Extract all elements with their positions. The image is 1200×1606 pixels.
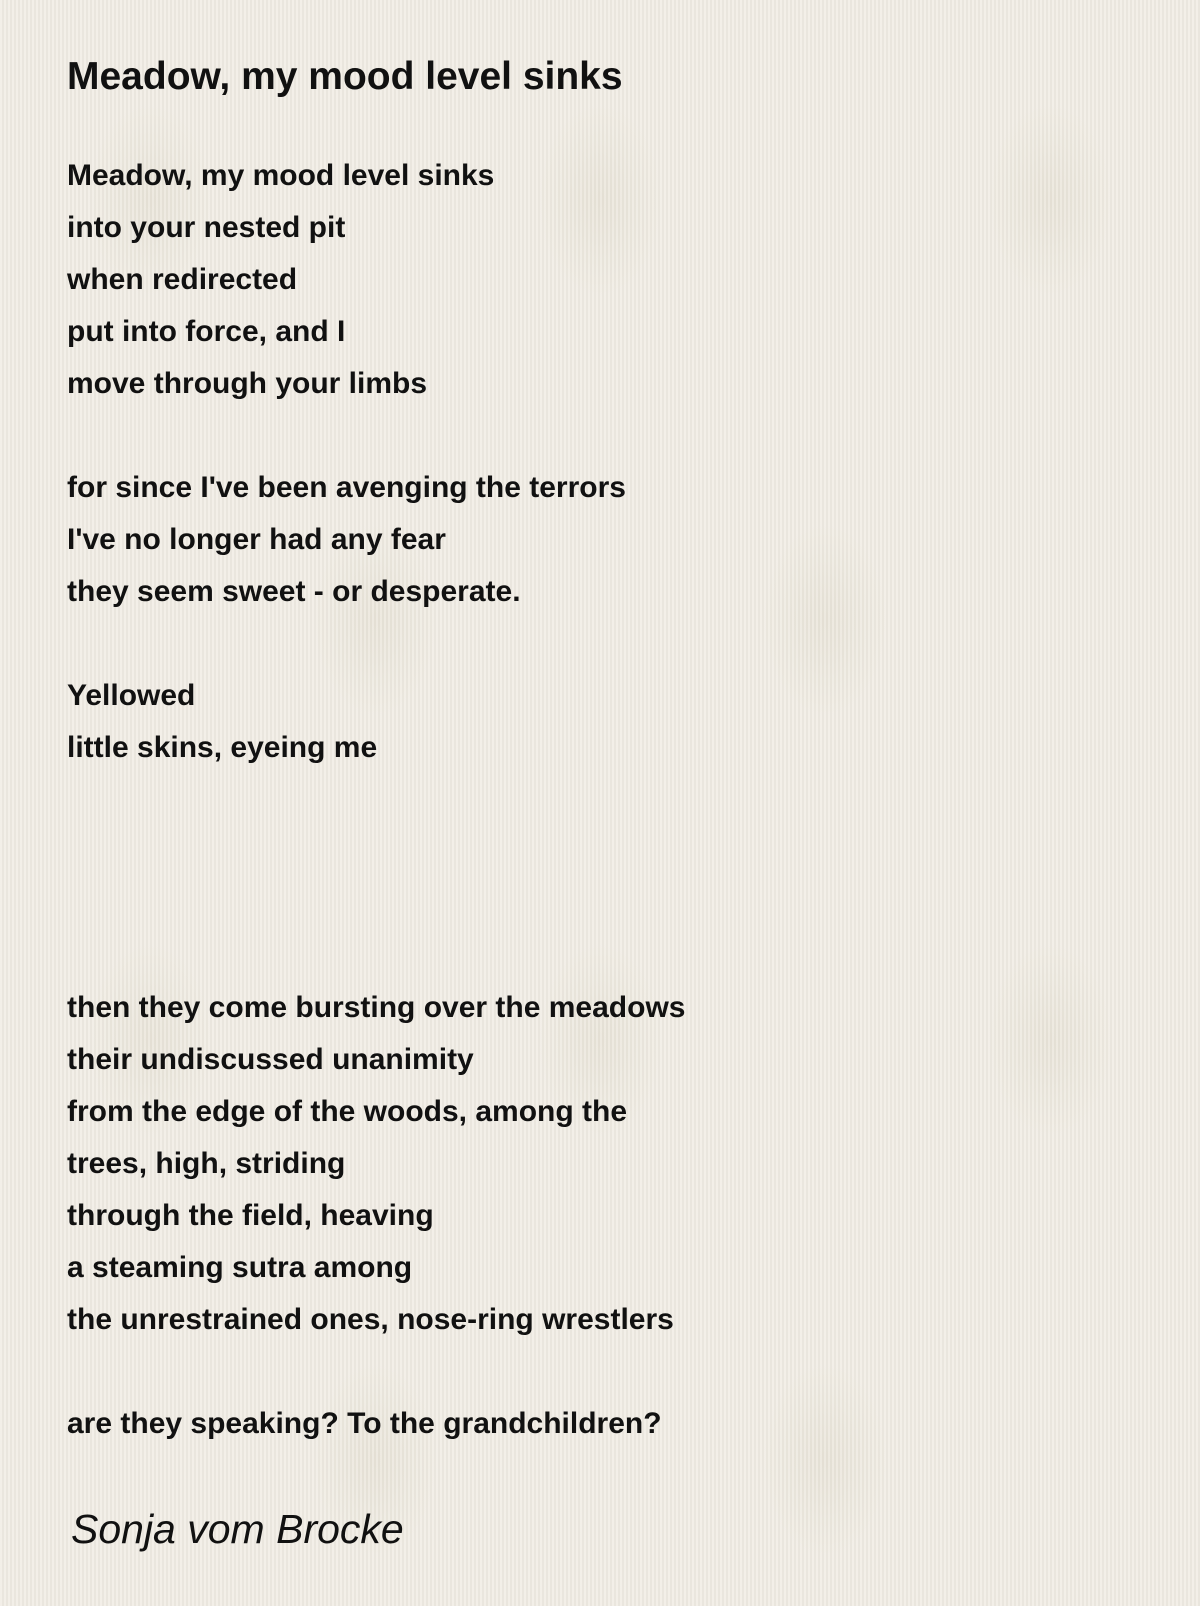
poem-line: for since I've been avenging the terrors bbox=[67, 471, 626, 504]
poem-line: through the field, heaving bbox=[67, 1199, 434, 1232]
stanza-break bbox=[67, 410, 685, 462]
poem-line: I've no longer had any fear bbox=[67, 523, 446, 556]
stanza-break bbox=[67, 618, 685, 670]
poem-line: then they come bursting over the meadows bbox=[67, 991, 686, 1024]
stanza-break bbox=[67, 878, 685, 930]
poem-line: put into force, and I bbox=[67, 315, 346, 348]
poem-line: little skins, eyeing me bbox=[67, 731, 378, 764]
poem-title: Meadow, my mood level sinks bbox=[67, 55, 623, 98]
poem-line: from the edge of the woods, among the bbox=[67, 1095, 628, 1128]
poem-line: they seem sweet - or desperate. bbox=[67, 575, 521, 608]
poem-line: move through your limbs bbox=[67, 367, 428, 400]
stanza-break bbox=[67, 1346, 685, 1398]
poem-line: Meadow, my mood level sinks bbox=[67, 159, 495, 192]
stanza-break bbox=[67, 930, 685, 982]
poem-line: the unrestrained ones, nose-ring wrestlers bbox=[67, 1303, 674, 1336]
poem-line: their undiscussed unanimity bbox=[67, 1043, 474, 1076]
poem-author: Sonja vom Brocke bbox=[71, 1506, 404, 1552]
poem-body bbox=[67, 150, 685, 1450]
poem-line: when redirected bbox=[67, 263, 298, 296]
stanza-break bbox=[67, 826, 685, 878]
poem-line: trees, high, striding bbox=[67, 1147, 346, 1180]
poem-line: Yellowed bbox=[67, 679, 196, 712]
poem-line: a steaming sutra among bbox=[67, 1251, 413, 1284]
stanza-break bbox=[67, 774, 685, 826]
poem-line: are they speaking? To the grandchildren? bbox=[67, 1407, 662, 1440]
poem-line: into your nested pit bbox=[67, 211, 346, 244]
